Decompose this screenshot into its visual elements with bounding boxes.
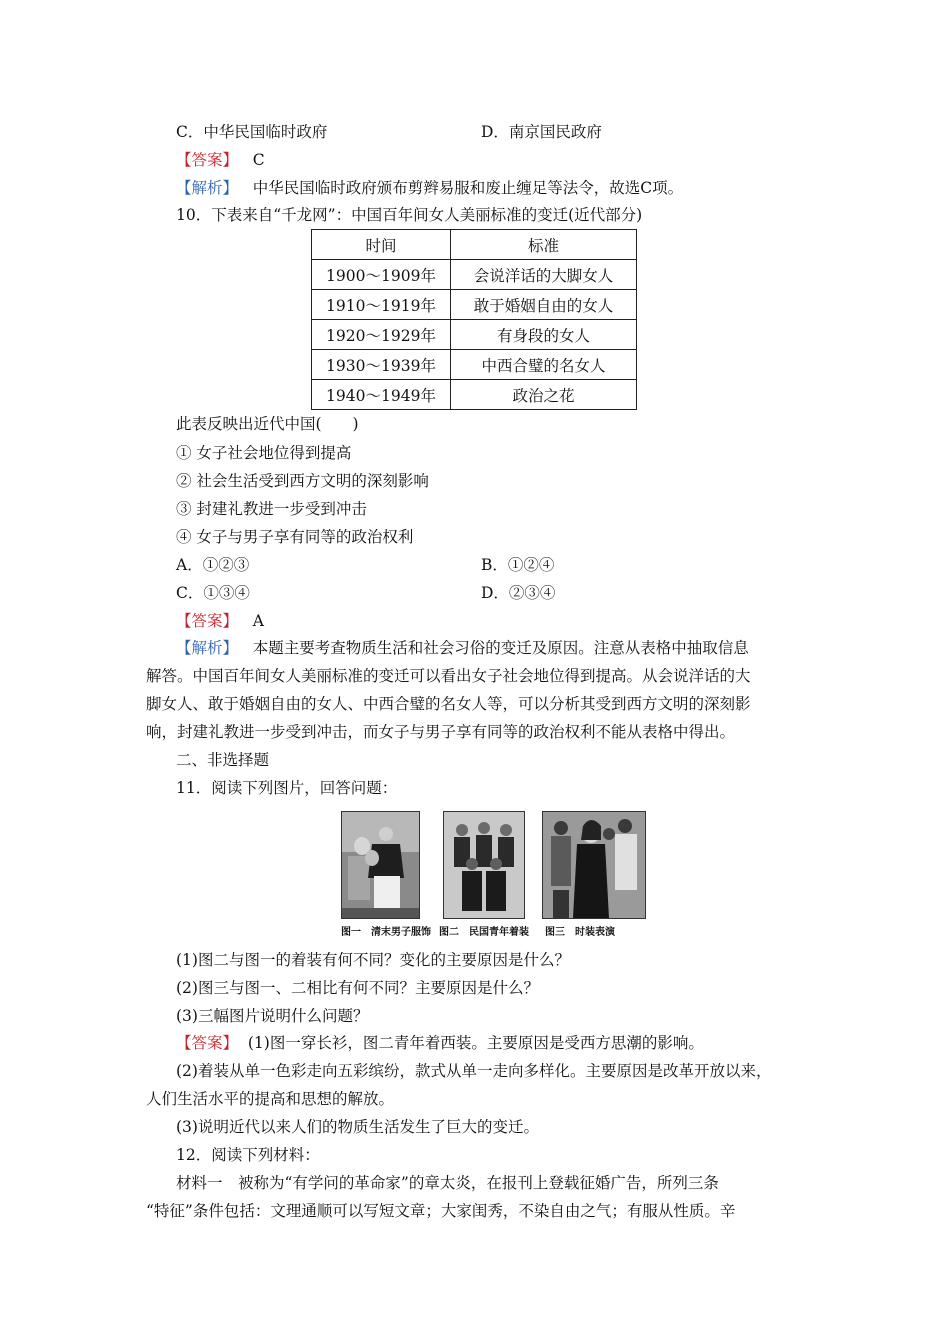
q10-stem: 10．下表来自“千龙网”：中国百年间女人美丽标准的变迁(近代部分) xyxy=(176,206,643,224)
table-header-row xyxy=(312,230,637,260)
photo-caption: 图三 时装表演 xyxy=(545,927,615,938)
photo-caption: 图二 民国青年着装 xyxy=(439,927,529,938)
q11-question: (3)三幅图片说明什么问题？ xyxy=(176,1007,369,1025)
q12-stem: 12．阅读下列材料： xyxy=(176,1146,320,1164)
analysis-line: 脚女人、敢于婚姻自由的女人、中西合璧的名女人等，可以分析其受到西方文明的深刻影 xyxy=(146,695,751,713)
answer-line: 人们生活水平的提高和思想的解放。 xyxy=(146,1090,395,1108)
q9-option-c: C．中华民国临时政府 xyxy=(176,123,328,141)
q10-option-d: D．②③④ xyxy=(481,584,556,602)
fashion-show-photo xyxy=(542,811,646,919)
beauty-standard-table xyxy=(311,229,637,410)
q10-item: ④ 女子与男子享有同等的政治权利 xyxy=(176,528,414,546)
q10-option-c: C．①③④ xyxy=(176,584,250,602)
answer-tag: 【答案】 xyxy=(176,1034,239,1052)
analysis-text: 本题主要考查物质生活和社会习俗的变迁及原因。注意从表格中抽取信息 xyxy=(252,639,749,657)
q10-question: 此表反映出近代中国( ) xyxy=(176,415,359,433)
answer-tag: 【答案】 xyxy=(176,151,239,169)
answer-tag: 【答案】 xyxy=(176,612,239,630)
table-cell: 敢于婚姻自由的女人 xyxy=(451,290,637,320)
photo-strip xyxy=(341,811,646,937)
section-title: 二、非选择题 xyxy=(176,751,270,769)
answer-line: (3)说明近代以来人们的物质生活发生了巨大的变迁。 xyxy=(176,1118,539,1136)
q9-option-d: D．南京国民政府 xyxy=(481,123,602,141)
republic-youth-photo xyxy=(443,811,525,919)
table-row xyxy=(312,290,637,320)
table-row xyxy=(312,320,637,350)
q10-item: ① 女子社会地位得到提高 xyxy=(176,444,352,462)
q11-answer xyxy=(176,1033,704,1053)
answer-line: (2)着装从单一色彩走向五彩缤纷，款式从单一走向多样化。主要原因是改革开放以来， xyxy=(176,1062,772,1080)
answer-text: (1)图一穿长衫，图二青年着西装。主要原因是受西方思潮的影响。 xyxy=(247,1034,704,1052)
q10-item: ② 社会生活受到西方文明的深刻影响 xyxy=(176,472,429,490)
analysis-text: 中华民国临时政府颁布剪辫易服和废止缠足等法令，故选C项。 xyxy=(252,179,684,197)
q10-item: ③ 封建礼教进一步受到冲击 xyxy=(176,500,367,518)
q10-option-b: B．①②④ xyxy=(481,556,555,574)
q10-answer xyxy=(176,611,264,631)
table-row xyxy=(312,260,637,290)
table-cell: 1910～1919年 xyxy=(312,290,451,320)
photo-caption: 图一 清末男子服饰 xyxy=(341,927,431,938)
table-cell: 1930～1939年 xyxy=(312,350,451,380)
table-cell: 1920～1929年 xyxy=(312,320,451,350)
table-cell: 政治之花 xyxy=(451,380,637,410)
analysis-tag: 【解析】 xyxy=(176,179,239,197)
analysis-tag: 【解析】 xyxy=(176,639,239,657)
qing-dynasty-man-photo xyxy=(341,811,420,919)
q11-stem: 11．阅读下列图片，回答问题： xyxy=(176,779,398,797)
q9-answer xyxy=(176,150,265,170)
material-line: “特征”条件包括：文理通顺可以写短文章；大家闺秀，不染自由之气；有服从性质。辛 xyxy=(146,1202,736,1220)
table-header: 时间 xyxy=(312,230,451,260)
table-header: 标准 xyxy=(451,230,637,260)
table-row xyxy=(312,380,637,410)
answer-value: A xyxy=(252,612,264,630)
q10-analysis xyxy=(176,638,749,658)
table-cell: 会说洋话的大脚女人 xyxy=(451,260,637,290)
table-cell: 1900～1909年 xyxy=(312,260,451,290)
table-cell: 中西合璧的名女人 xyxy=(451,350,637,380)
q11-question: (1)图二与图一的着装有何不同？变化的主要原因是什么？ xyxy=(176,951,570,969)
table-row xyxy=(312,350,637,380)
q9-analysis xyxy=(176,178,683,198)
q11-question: (2)图三与图一、二相比有何不同？主要原因是什么？ xyxy=(176,979,539,997)
analysis-line: 解答。中国百年间女人美丽标准的变迁可以看出女子社会地位得到提高。从会说洋话的大 xyxy=(146,667,751,685)
material-line: 材料一 被称为“有学问的革命家”的章太炎，在报刊上登载征婚广告，所列三条 xyxy=(176,1174,719,1192)
answer-value: C xyxy=(252,151,265,169)
analysis-line: 响，封建礼教进一步受到冲击，而女子与男子享有同等的政治权利不能从表格中得出。 xyxy=(146,723,736,741)
q10-option-a: A．①②③ xyxy=(176,556,250,574)
table-cell: 有身段的女人 xyxy=(451,320,637,350)
table-cell: 1940～1949年 xyxy=(312,380,451,410)
